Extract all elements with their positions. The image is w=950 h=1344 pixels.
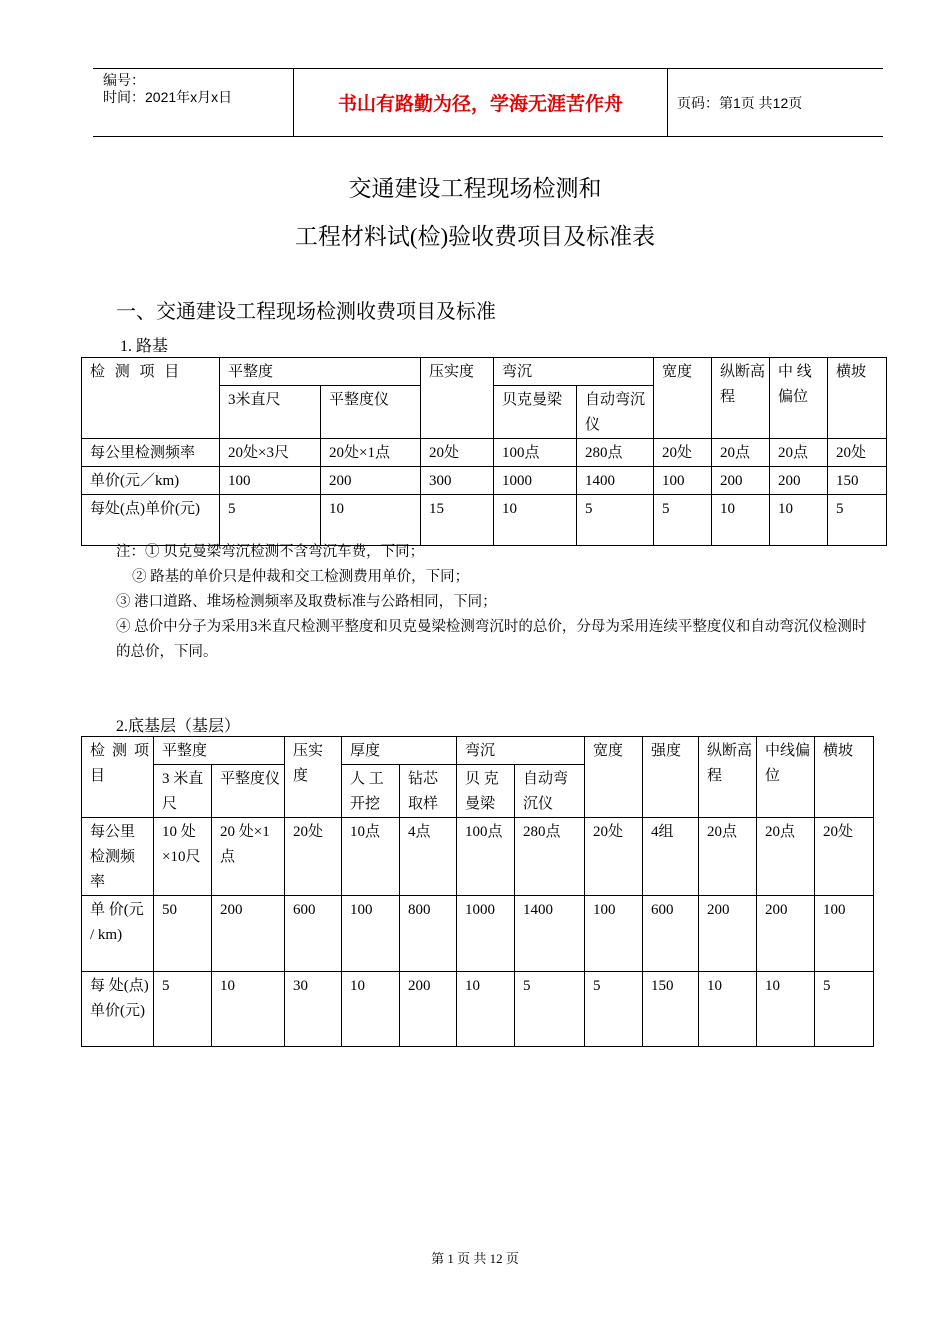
page-footer: 第 1 页 共 12 页 [431, 1251, 519, 1266]
table-cell: 200 [321, 467, 421, 495]
table-cell: 20处 [585, 818, 643, 896]
table-cell: 100 [654, 467, 712, 495]
table-cell: 20处 [828, 439, 887, 467]
table-cell: 100 [815, 896, 874, 972]
doc-title-line1: 交通建设工程现场检测和 [348, 176, 602, 201]
table-row [82, 467, 887, 495]
table-cell: 800 [400, 896, 457, 972]
table-row [82, 896, 874, 972]
table-cell: 10 [757, 972, 815, 1047]
table-cell: 1000 [457, 896, 515, 972]
table-cell: 100点 [457, 818, 515, 896]
table-cell: 20点 [770, 439, 828, 467]
table-cell: 200 [699, 896, 757, 972]
table-cell: 200 [712, 467, 770, 495]
table-cell: 100点 [494, 439, 577, 467]
table-cell: 5 [654, 495, 712, 546]
base-table [81, 736, 874, 1047]
table-cell: 20处 [285, 818, 342, 896]
header-deflection: 弯沉 [457, 737, 585, 765]
table-row [82, 439, 887, 467]
section-heading: 一、交通建设工程现场检测收费项目及标准 [116, 301, 496, 323]
table-cell: 10 [212, 972, 285, 1047]
header-flatness: 平整度 [154, 737, 285, 765]
header-centerline: 中 线偏位 [770, 358, 828, 439]
table-cell: 10 [494, 495, 577, 546]
note-2: ② 路基的单价只是仲裁和交工检测费用单价，下同； [132, 569, 470, 585]
header-profile: 纵断高程 [712, 358, 770, 439]
header-thickness: 厚度 [342, 737, 457, 765]
row-label: 每公里检测频率 [82, 439, 220, 467]
table-cell: 100 [220, 467, 321, 495]
notes-block [116, 540, 876, 665]
table-cell: 1000 [494, 467, 577, 495]
header-3m-ruler: 3 米直尺 [154, 765, 212, 818]
table-cell: 20点 [757, 818, 815, 896]
doc-title-line2: 工程材料试(检)验收费项目及标准表 [294, 224, 656, 249]
note-3: ③ 港口道路、堆场检测频率及取费标准与公路相同，下同； [116, 594, 497, 610]
table-cell: 10 [699, 972, 757, 1047]
table-cell: 100 [342, 896, 400, 972]
page-header [93, 68, 883, 137]
table-cell: 20处 [421, 439, 494, 467]
header-item: 检 测 项 目 [82, 358, 220, 439]
header-motto: 书山有路勤为径，学海无涯苦作舟 [294, 69, 668, 136]
table-cell: 10 处×10尺 [154, 818, 212, 896]
row-label: 每处(点)单价(元) [82, 495, 220, 546]
table-cell: 600 [643, 896, 699, 972]
header-meta [93, 69, 294, 136]
table-row [82, 972, 874, 1047]
header-width: 宽度 [654, 358, 712, 439]
roadbed-subtitle: 1. 路基 [120, 338, 169, 355]
table-cell: 300 [421, 467, 494, 495]
header-strength: 强度 [643, 737, 699, 818]
header-flatness: 平整度 [220, 358, 421, 386]
header-compaction: 压实度 [421, 358, 494, 439]
table-cell: 150 [643, 972, 699, 1047]
roadbed-table [81, 357, 887, 546]
header-page-number: 页码：第1页 共12页 [677, 94, 803, 111]
table-cell: 50 [154, 896, 212, 972]
table-cell: 10 [770, 495, 828, 546]
table-cell: 5 [577, 495, 654, 546]
row-label: 每 处(点)单价(元) [82, 972, 154, 1047]
table-cell: 20处×1点 [321, 439, 421, 467]
table-cell: 10 [321, 495, 421, 546]
header-width: 宽度 [585, 737, 643, 818]
table-cell: 5 [515, 972, 585, 1047]
serial-number: 编号： [103, 72, 145, 88]
note-4: ④ 总价中分子为采用3米直尺检测平整度和贝克曼梁检测弯沉时的总价，分母为采用连续平整度仪和自动弯沉仪检测时的总价，下同。 [116, 619, 867, 660]
header-compaction: 压实度 [285, 737, 342, 818]
table-cell: 10 [342, 972, 400, 1047]
table-cell: 5 [828, 495, 887, 546]
table-cell: 280点 [577, 439, 654, 467]
table-cell: 15 [421, 495, 494, 546]
table-cell: 150 [828, 467, 887, 495]
header-beam: 贝克曼梁 [494, 386, 577, 439]
table-cell: 10 [457, 972, 515, 1047]
table-cell: 280点 [515, 818, 585, 896]
header-beam: 贝 克曼梁 [457, 765, 515, 818]
table-cell: 5 [815, 972, 874, 1047]
note-1: 注：① 贝克曼梁弯沉检测不含弯沉车费，下同； [116, 544, 425, 560]
table-cell: 5 [220, 495, 321, 546]
row-label: 每公里检测频率 [82, 818, 154, 896]
header-deflection: 弯沉 [494, 358, 654, 386]
row-label: 单 价(元 / km) [82, 896, 154, 972]
header-auto-deflectometer: 自动弯沉仪 [515, 765, 585, 818]
row-label: 单价(元／km) [82, 467, 220, 495]
table-cell: 1400 [577, 467, 654, 495]
table-cell: 20处×3尺 [220, 439, 321, 467]
table-cell: 1400 [515, 896, 585, 972]
table-row [82, 495, 887, 546]
table-cell: 4点 [400, 818, 457, 896]
table-cell: 20处 [654, 439, 712, 467]
header-flatness-meter: 平整度仪 [212, 765, 285, 818]
table-cell: 20点 [712, 439, 770, 467]
table-cell: 200 [757, 896, 815, 972]
table-cell: 200 [770, 467, 828, 495]
header-auto-deflectometer: 自动弯沉仪 [577, 386, 654, 439]
table-cell: 100 [585, 896, 643, 972]
table-cell: 5 [154, 972, 212, 1047]
header-slope: 横坡 [828, 358, 887, 439]
table-cell: 4组 [643, 818, 699, 896]
table-cell: 20点 [699, 818, 757, 896]
table-cell: 30 [285, 972, 342, 1047]
header-core-sampling: 钻芯取样 [400, 765, 457, 818]
table-cell: 200 [212, 896, 285, 972]
header-manual-excavation: 人 工开挖 [342, 765, 400, 818]
table-cell: 200 [400, 972, 457, 1047]
table-cell: 600 [285, 896, 342, 972]
header-slope: 横坡 [815, 737, 874, 818]
header-profile: 纵断高程 [699, 737, 757, 818]
header-centerline: 中线偏位 [757, 737, 815, 818]
header-flatness-meter: 平整度仪 [321, 386, 421, 439]
table-cell: 10 [712, 495, 770, 546]
base-subtitle: 2.底基层（基层） [116, 718, 241, 735]
table-cell: 5 [585, 972, 643, 1047]
header-3m-ruler: 3米直尺 [220, 386, 321, 439]
table-row [82, 818, 874, 896]
table-cell: 20 处×1点 [212, 818, 285, 896]
header-time: 时间：2021年x月x日 [103, 89, 233, 105]
table-cell: 20处 [815, 818, 874, 896]
header-item: 检 测 项 目 [82, 737, 154, 818]
table-cell: 10点 [342, 818, 400, 896]
